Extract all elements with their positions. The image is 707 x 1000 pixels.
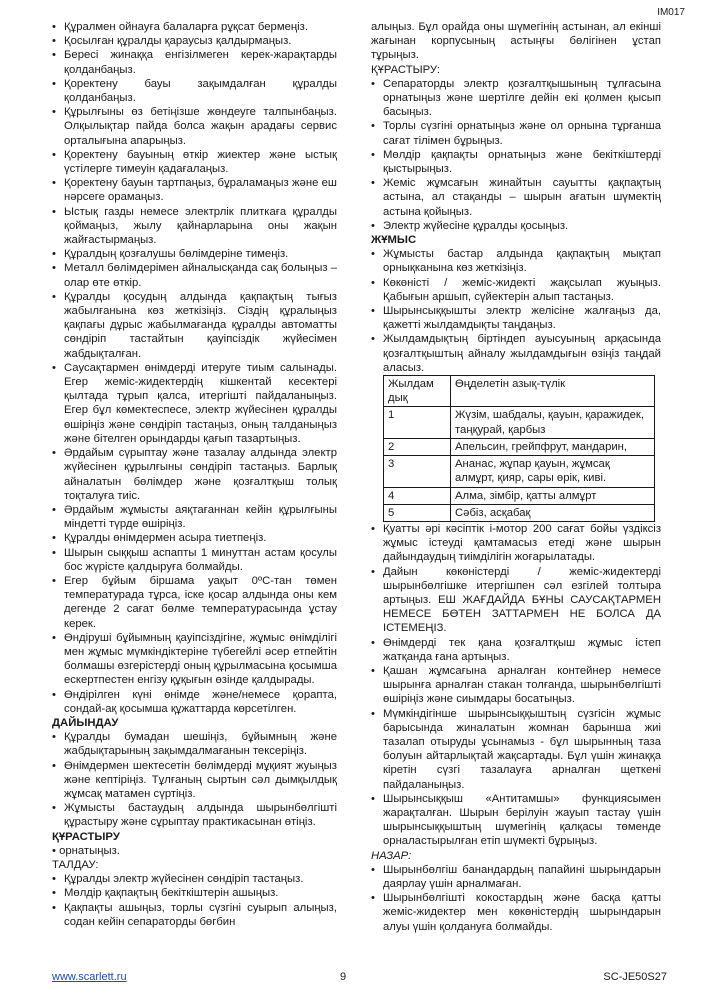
speed-table-cell-products: Апельсин, грейпфрут, мандарин, xyxy=(451,438,655,455)
bullet-item: • Жылдамдықтың біртіндеп ауысуының арқасында қозғалтқыштың айналу жылдамдығын өзіңіз таңдай аласыз. xyxy=(371,332,661,375)
left-column xyxy=(52,20,337,929)
bullet-item: • Өндірілген күні өнімде және/немесе қорапта, сондай-ақ қосымша құжаттарда көрсетілген. xyxy=(52,688,337,716)
note-heading: НАЗАР: xyxy=(371,849,412,862)
bullet-item: • Өнімдермен шектесетін бөлімдерді мұқият жуыңыз және кептіріңіз. Тұлғаның сыртын сәл дымқылдық жұмсақ матамен сүртіңіз. xyxy=(52,759,337,802)
section-heading: ДАЙЫНДАУ xyxy=(52,716,119,729)
bullet-item: • Мөлдір қақпақтың бекіткіштерін ашыңыз. xyxy=(52,886,337,900)
bullet-item: • Қоректену бауының өткір жиектер және ыстық үстілерге тимеуін қадағалаңыз. xyxy=(52,148,337,176)
bullet-item: • Металл бөлімдерімен айналысқанда сақ болыңыз – олар өте өткір. xyxy=(52,261,337,289)
bullet-item: • Ыстық газды немесе электрлік плиткаға құралды қоймаңыз, жылу қайнарларына оны жақын жайғастырмаңыз. xyxy=(52,205,337,248)
bullet-item: • Әрдайым жұмысты аяқтағаннан кейін құрылғыны міндетті түрде өшіріңіз. xyxy=(52,503,337,531)
bullet-item: • Құралды қосудың алдында қақпақтың тығыз жабылғанына көз жеткізіңіз. Сіздің құралыңыз қақпағы дұрыс жабылмағанда құралды автоматты сөндіріп тастайтын қауіпсіздік жүйесімен жабдықталған. xyxy=(52,290,337,361)
bullet-item: • Жұмысты бастар алдында қақпақтың мықтап орнықканына көз жеткізіңіз. xyxy=(371,247,661,275)
bullet-item: • Жұмысты бастаудың алдында шырынбөлгішті құрастыру және сұрыптау практикасынан өтіңіз. xyxy=(52,801,337,829)
bullet-item: • Өнімдерді тек қана қозғалтқыш жұмыс істеп жатқанда ғана артыңыз. xyxy=(371,636,661,664)
bullet-item: • Шырынсыққышты электр желісіне жалғаңыз да, қажетті жылдамдықты таңдаңыз. xyxy=(371,304,661,332)
bullet-item: • Құрылғыны өз бетіңізше жөндеуге талпынбаңыз. Олқылықтар пайда болса жақын арадағы сервис орталығына апарыңыз. xyxy=(52,105,337,148)
bullet-item: • Мүмкіндігінше шырынсыққыштың сүзгісін жұмыс барысында жиналатын жомнан барынша жиі тазалап отыруды ұсынамыз - бұл шырынның таза болуын айтарлықтай жақсартады. Бұл үшін жинаққа кіретін сүзгі тазалауға арналған щеткені пайдаланыңыз. xyxy=(371,707,661,792)
speed-table-cell-products: Ананас, жұпар қауын, жұмсақ алмұрт, қияр, сары өрік, киві. xyxy=(451,456,655,487)
right-column xyxy=(371,20,661,934)
bullet-item: • Әрдайым сүрыптау және тазалау алдында электр жүйесінен құрылғыны сөндіріп тастаңыз. Барлық айналатын бөлімдер және қозғалтқыш толық тоқталуға тиіс. xyxy=(52,446,337,503)
bullet-item: • Құралмен ойнауға балаларға рұқсат бермеңіз. xyxy=(52,20,337,34)
paragraph: ҚҰРАСТЫРУ: xyxy=(371,63,440,76)
speed-table-cell-products: Жүзім, шабдалы, қауын, қаражидек, таңқурай, қарбыз xyxy=(451,407,655,438)
bullet-item: • Құралды бумадан шешіңіз, бұйымның және жабдықтарының зақымдалмағанын тексеріңіз. xyxy=(52,730,337,758)
paragraph: • орнатыңыз. xyxy=(52,844,120,857)
speed-table-row xyxy=(384,504,655,521)
speed-table-cell-speed: 5 xyxy=(384,504,451,521)
bullet-item: • Өндіруші бұйымның қауіпсіздігіне, жұмыс өнімділігі мен жұмыс мүмкіндіктеріне түбегейлі әсер етпейтін болмашы өзгерістерді оның құрылмасына қосымша ескертпестен енгізу құқығын өзінде қалдырады. xyxy=(52,631,337,688)
paragraph: ТАЛДАУ: xyxy=(52,858,99,871)
bullet-item: • Қоректену бауы зақымдалған құралды қолданбаңыз. xyxy=(52,77,337,105)
bullet-item: • Торлы сүзгіні орнатыңыз және ол орнына тұрғанша сағат тілімен бұрыңыз. xyxy=(371,119,661,147)
bullet-item: • Көкөністі / жеміс-жидекті жақсылап жуыңыз. Қабығын аршып, сүйектерін алып тастаңыз. xyxy=(371,276,661,304)
bullet-item: • Шырын сыққыш аспапты 1 минуттан астам қосулы бос жүрісте қалдыруға болмайды. xyxy=(52,546,337,574)
bullet-item: • Электр жүйесіне құралды қосыңыз. xyxy=(371,219,661,233)
bullet-item: • Шырынбөлгішті кокостардың және басқа қатты жеміс-жидектер мен көкөністердің шырындарын алуы үшін қолдануға болмайды. xyxy=(371,891,661,934)
speed-table-cell-speed: 4 xyxy=(384,487,451,504)
speed-table-row xyxy=(384,407,655,438)
bullet-item: • Егер бұйым біршама уақыт 0ºC-тан төмен температурада тұрса, іске қосар алдында оны кем дегенде 2 сағат бөлме температурасында ұстау керек. xyxy=(52,574,337,631)
section-heading: ЖҰМЫС xyxy=(371,234,417,247)
website-link[interactable]: www.scarlett.ru xyxy=(52,971,127,983)
speed-table-row xyxy=(384,438,655,455)
bullet-item: • Құралды өнімдермен асыра тиетпеңіз. xyxy=(52,531,337,545)
bullet-item: • Қосылған құралды қараусыз қалдырмаңыз. xyxy=(52,34,337,48)
speed-table-cell-speed: 3 xyxy=(384,456,451,487)
speed-table-header-speed: Жылдам дық xyxy=(384,376,451,407)
speed-table-row xyxy=(384,487,655,504)
bullet-item: • Құралды электр жүйесінен сөндіріп тастаңыз. xyxy=(52,872,337,886)
speed-table-cell-products: Алма, зімбір, қатты алмұрт xyxy=(451,487,655,504)
bullet-item: • Сепараторды электр қозғалтқышының тұлғасына орнатыңыз және шертілге дейін екі қолмен қысып басыңыз. xyxy=(371,77,661,120)
bullet-item: • Қуатты әрі кәсіптік і-мотор 200 сағат бойы үздіксіз жұмыс істеуді қамтамасыз етеді және шырын дайындаудың тиімділігін жоғарылатады. xyxy=(371,522,661,565)
bullet-item: • Жеміс жұмсағын жинайтын сауытты қақпақтың астына, ал стақанды – шырын ағатын шүмектің астына қойыңыз. xyxy=(371,176,661,219)
bullet-item: • Дайын көкөністерді / жеміс-жидектерді шырынбөлгішке итергішпен сәл езгілей толтыра артыңыз. ЕШ ЖАҒДАЙДА БҰНЫ САУСАҚТАРМЕН НЕМЕСЕ БӨТЕН ЗАТТАРМЕН НЕ БОЛСА ДА ІСТЕМЕҢІЗ. xyxy=(371,565,661,636)
speed-table-cell-speed: 2 xyxy=(384,438,451,455)
bullet-item: • Саусақтармен өнімдерді итеруге тиым салынады. Егер жеміс-жидектердің кішкентай кесектері қылтада тұрып қалса, итергішті пайдаланыңыз. Егер бұл көмектеспесе, электр жүйесінен құралды өшіріңіз және сөндіріп тастаңыз, оның талданыңыз және бітелген орындарды қағып тазартыңыз. xyxy=(52,361,337,446)
bullet-item: • Қақпақты ашыңыз, торлы сүзгіні суырып алыңыз, содан кейін сепараторды бөгбин xyxy=(52,901,337,929)
bullet-item: • Құралдың қозғалушы бөлімдеріне тимеңіз. xyxy=(52,247,337,261)
speed-table-row xyxy=(384,456,655,487)
bullet-item: • Қашан жұмсағына арналған контейнер немесе шырынға арналған стакан толғанда, шырынбөлгішті өшіріңіз және сиымдары босатыңыз. xyxy=(371,664,661,707)
speed-table xyxy=(383,375,655,522)
speed-table-header-row xyxy=(384,376,655,407)
bullet-item: • Шырынсыққыш «Антитамшы» функциясымен жарақталған. Шырын берілуін жауып тастау үшін шырынсыққыштың шүмегінің қалқасы төменде орналастырылған етіп шүмекті бұрыңыз. xyxy=(371,792,661,849)
speed-table-cell-products: Сәбіз, асқабақ xyxy=(451,504,655,521)
section-heading: ҚҰРАСТЫРУ xyxy=(52,830,120,843)
document-code: IM017 xyxy=(657,7,685,18)
speed-table-header-products: Өңделетін азық-түлік xyxy=(451,376,655,407)
bullet-item: • Шырынбөлгіш банандардың папайині шырындарын даярлау үшін арналмаған. xyxy=(371,863,661,891)
speed-table-cell-speed: 1 xyxy=(384,407,451,438)
page-number: 9 xyxy=(340,971,347,983)
bullet-item: • Қоректену бауын тартпаңыз, бұраламаңыз және еш нәрсеге орамаңыз. xyxy=(52,176,337,204)
model-number: SC-JE50S27 xyxy=(603,971,667,983)
bullet-item: • Мөлдір қақпақты орнатыңыз және бекіткіштерді қыстырыңыз. xyxy=(371,148,661,176)
bullet-item: • Бересі жинаққа енгізілмеген керек-жарақтарды қолданбаңыз. xyxy=(52,48,337,76)
paragraph: алыңыз. Бұл орайда оны шүмегінің астынан, ал екінші жағынан корпусының астыңғы бөлігінен ұстап тұрыңыз. xyxy=(371,21,661,62)
